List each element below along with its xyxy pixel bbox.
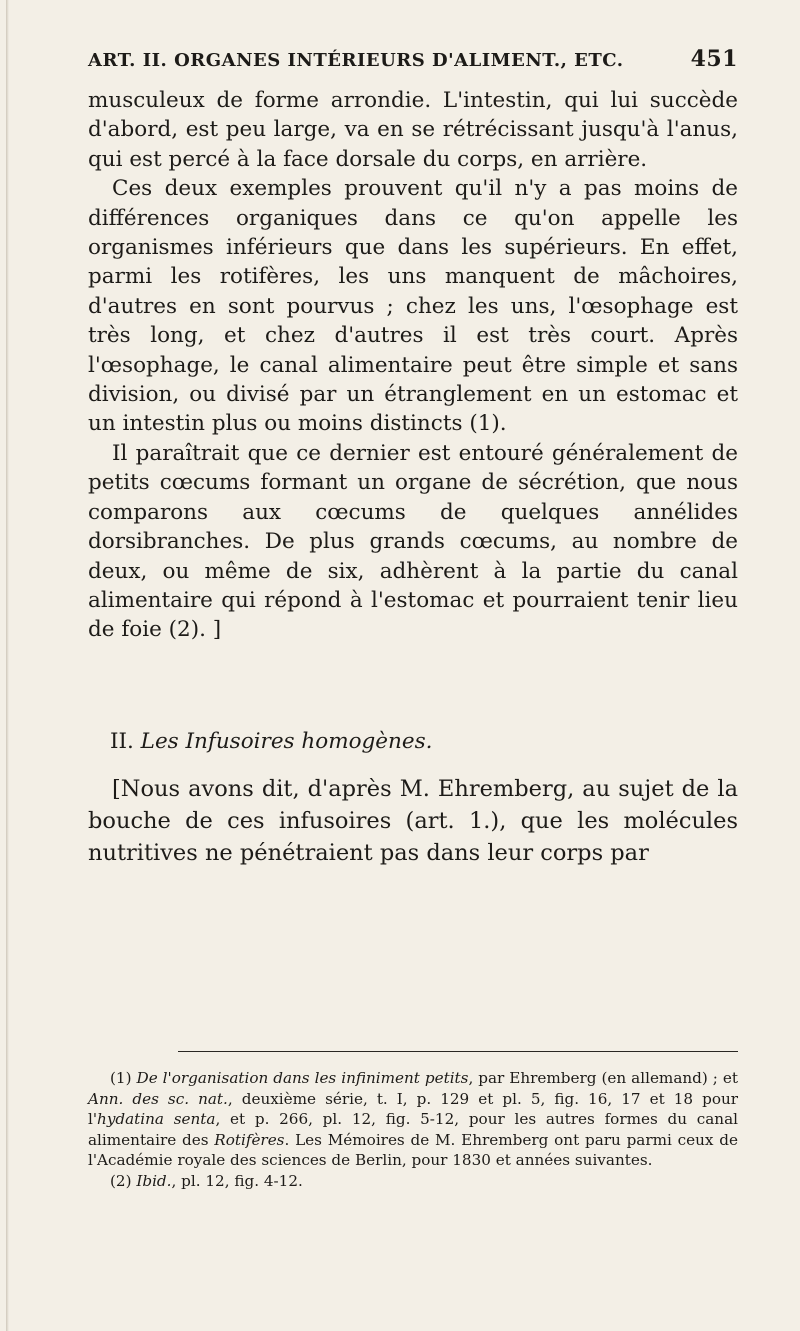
footnote-2-marker: (2) [110, 1171, 132, 1190]
section-number: II. [110, 729, 134, 754]
footnote-2-text: , pl. 12, fig. 4-12. [171, 1171, 303, 1190]
footnote-1-text-d: . Les Mémoires de M. Ehremberg ont paru parmi ceux de l'Académie royale des sciences de Berlin, pour 1830 et années suivantes. [88, 1130, 738, 1169]
footnote-1-species: hydatina senta [97, 1110, 216, 1128]
footnote-2 [88, 1171, 738, 1192]
footnote-separator [178, 1051, 738, 1052]
section-paragraph: [Nous avons dit, d'après M. Ehremberg, au sujet de la bouche de ces infusoires (art. 1.), que les molécules nutritives ne pénétraient pas dans leur corps par [88, 776, 738, 866]
footnote-1-journal: Ann. des sc. nat. [88, 1089, 228, 1108]
running-title: ART. II. ORGANES INTÉRIEURS D'ALIMENT., ETC. [88, 50, 624, 71]
section-heading [110, 729, 432, 754]
page-number: 451 [690, 46, 738, 72]
main-text [88, 86, 738, 645]
footnote-1-text-a: , par Ehremberg (en allemand) ; et [468, 1069, 738, 1087]
footnote-1-marker: (1) [110, 1069, 132, 1087]
footnote-1-text-b: , deuxième série, t. I, p. 129 et pl. 5, fig. 16, 17 et 18 pour l' [88, 1089, 739, 1128]
footnotes [88, 1068, 738, 1191]
paragraph-1: musculeux de forme arrondie. L'intestin, qui lui succède d'abord, est peu large, va en se rétrécissant jusqu'à l'anus, qui est percé à la face dorsale du corps, en arrière. [88, 88, 738, 172]
paragraph-2: Ces deux exemples prouvent qu'il n'y a pas moins de différences organiques dans ce qu'on appelle les organismes inférieurs que dans les supérieurs. En effet, parmi les rotifères, les uns manquent de mâchoires, d'autres en sont pourvus ; chez les uns, l'œsophage est très long, et chez d'autres il est très court. Après l'œsophage, le canal alimentaire peut être simple et sans division, ou divisé par un étranglement en un estomac et un intestin plus ou moins distincts (1). [88, 176, 738, 437]
footnote-1 [88, 1068, 738, 1171]
footnote-1-title: De l'organisation dans les infiniment petits [136, 1069, 469, 1087]
section-text [88, 773, 738, 869]
page-edge-shadow [6, 0, 9, 1331]
footnote-2-ibid: Ibid. [136, 1171, 172, 1190]
paragraph-3: Il paraîtrait que ce dernier est entouré généralement de petits cœcums formant un organe de sécrétion, que nous comparons aux cœcums de quelques annélides dorsibranches. De plus grands cœcums, au nombre de deux, ou même de six, adhèrent à la partie du canal alimentaire qui répond à l'estomac et pourraient tenir lieu de foie (2). ] [88, 440, 738, 643]
footnote-1-group: Rotifères [214, 1130, 285, 1149]
running-header [88, 46, 738, 72]
footnote-1-text-c: , et p. 266, pl. 12, fig. 5-12, pour les autres formes du canal alimentaire des [88, 1110, 739, 1149]
section-title: Les Infusoires homogènes. [140, 729, 433, 754]
